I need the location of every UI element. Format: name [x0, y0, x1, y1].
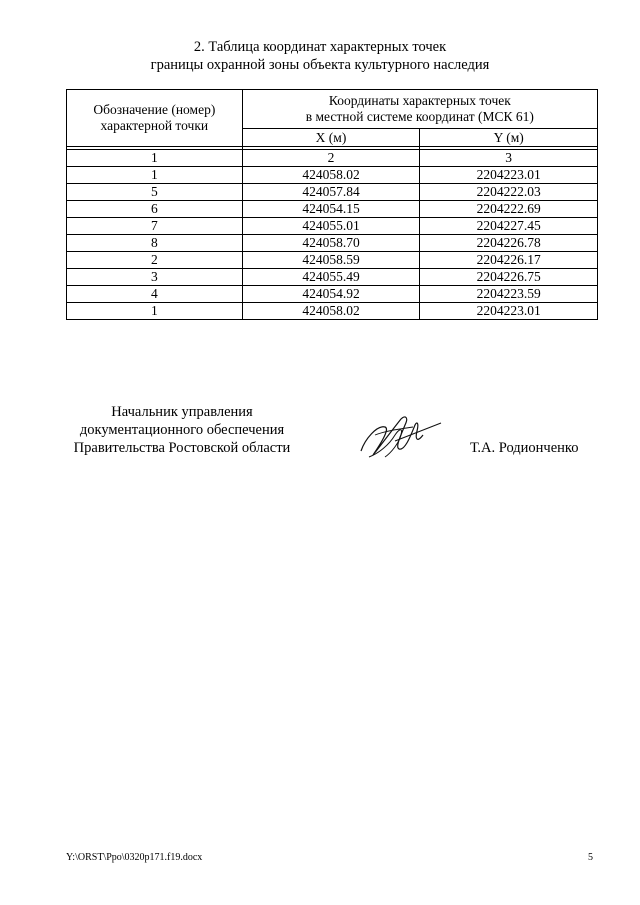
y-coordinate-cell: 2204226.75	[420, 269, 598, 286]
table-row	[67, 201, 598, 218]
title-line-2: границы охранной зоны объекта культурного наследия	[150, 57, 490, 73]
handwritten-signature-icon	[355, 405, 445, 465]
table-row	[67, 252, 598, 269]
y-coordinate-cell: 2204222.03	[420, 184, 598, 201]
x-coordinate-cell: 424058.02	[242, 167, 420, 184]
x-coordinate-cell: 424058.70	[242, 235, 420, 252]
page-number: 5	[588, 852, 593, 863]
x-coordinate-cell: 424058.02	[242, 303, 420, 320]
point-number-cell: 4	[67, 286, 243, 303]
point-number-cell: 5	[67, 184, 243, 201]
signatory-line-3: Правительства Ростовской области	[73, 440, 291, 456]
x-coordinate-cell: 424055.49	[242, 269, 420, 286]
document-title	[0, 38, 640, 74]
table-row	[67, 167, 598, 184]
x-coordinate-cell: 424055.01	[242, 218, 420, 235]
header-y: Y (м)	[420, 129, 598, 147]
y-coordinate-cell: 3	[420, 150, 598, 167]
table-row	[67, 303, 598, 320]
point-number-cell: 3	[67, 269, 243, 286]
x-coordinate-cell: 424058.59	[242, 252, 420, 269]
x-coordinate-cell: 424057.84	[242, 184, 420, 201]
x-coordinate-cell: 424054.15	[242, 201, 420, 218]
y-coordinate-cell: 2204226.17	[420, 252, 598, 269]
table-body	[67, 150, 598, 320]
footer-file-path: Y:\ORST\Ppo\0320p171.f19.docx	[66, 852, 203, 863]
y-coordinate-cell: 2204222.69	[420, 201, 598, 218]
coordinates-table	[66, 89, 598, 320]
point-number-cell: 2	[67, 252, 243, 269]
table-row	[67, 286, 598, 303]
table-row	[67, 235, 598, 252]
point-number-cell: 7	[67, 218, 243, 235]
table-row	[67, 218, 598, 235]
y-coordinate-cell: 2204227.45	[420, 218, 598, 235]
y-coordinate-cell: 2204226.78	[420, 235, 598, 252]
header-x: X (м)	[242, 129, 420, 147]
y-coordinate-cell: 2204223.59	[420, 286, 598, 303]
point-number-cell: 1	[67, 150, 243, 167]
title-line-1: 2. Таблица координат характерных точек	[193, 39, 447, 55]
signatory-name: Т.А. Родионченко	[470, 440, 579, 456]
point-number-cell: 8	[67, 235, 243, 252]
x-coordinate-cell: 424054.92	[242, 286, 420, 303]
signatory-line-2: документационного обеспечения	[79, 422, 285, 438]
y-coordinate-cell: 2204223.01	[420, 167, 598, 184]
x-coordinate-cell: 2	[242, 150, 420, 167]
table-row	[67, 269, 598, 286]
header-coordinates: Координаты характерных точек в местной системе координат (МСК 61)	[242, 90, 597, 129]
table-row	[67, 184, 598, 201]
point-number-cell: 1	[67, 303, 243, 320]
signatory-position	[66, 403, 298, 457]
table-row	[67, 150, 598, 167]
point-number-cell: 6	[67, 201, 243, 218]
y-coordinate-cell: 2204223.01	[420, 303, 598, 320]
signatory-line-1: Начальник управления	[111, 404, 253, 420]
point-number-cell: 1	[67, 167, 243, 184]
header-point-designation: Обозначение (номер) характерной точки	[67, 90, 243, 147]
